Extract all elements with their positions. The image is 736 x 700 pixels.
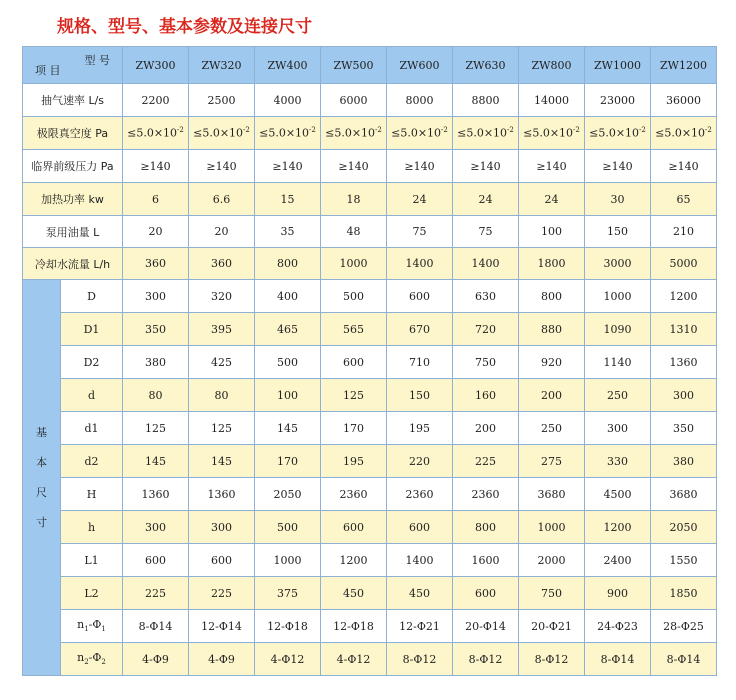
value-cell: 195 bbox=[387, 412, 453, 445]
value-cell: 920 bbox=[519, 346, 585, 379]
model-header: ZW1000 bbox=[585, 47, 651, 84]
value-cell: ≥140 bbox=[255, 150, 321, 183]
value-cell: ≥140 bbox=[321, 150, 387, 183]
param-label: 冷却水流量 L/h bbox=[23, 248, 123, 280]
value-cell: 12-Φ21 bbox=[387, 610, 453, 643]
model-header: ZW500 bbox=[321, 47, 387, 84]
value-cell: 170 bbox=[255, 445, 321, 478]
value-cell: 500 bbox=[255, 511, 321, 544]
value-cell: 24 bbox=[387, 183, 453, 216]
value-cell: 300 bbox=[123, 280, 189, 313]
dims-group-char: 寸 bbox=[36, 515, 47, 529]
header-corner bbox=[23, 47, 123, 84]
value-cell: 750 bbox=[453, 346, 519, 379]
value-cell: 125 bbox=[321, 379, 387, 412]
value-cell: 8-Φ14 bbox=[651, 643, 717, 676]
model-header: ZW630 bbox=[453, 47, 519, 84]
value-cell: 8000 bbox=[387, 84, 453, 117]
vacuum-exponent: -2 bbox=[705, 126, 712, 135]
param-row bbox=[23, 117, 717, 150]
dim-label: D1 bbox=[61, 313, 123, 346]
value-cell: 4000 bbox=[255, 84, 321, 117]
value-cell: 125 bbox=[123, 412, 189, 445]
model-header: ZW400 bbox=[255, 47, 321, 84]
value-cell: 15 bbox=[255, 183, 321, 216]
vacuum-cell bbox=[189, 117, 255, 150]
vacuum-prefix: ≤5.0×10 bbox=[127, 126, 178, 140]
value-cell: 35 bbox=[255, 216, 321, 248]
value-cell: ≥140 bbox=[453, 150, 519, 183]
bolt-n: n bbox=[77, 618, 85, 632]
model-header: ZW1200 bbox=[651, 47, 717, 84]
value-cell: 1550 bbox=[651, 544, 717, 577]
value-cell: 380 bbox=[123, 346, 189, 379]
value-cell: 350 bbox=[123, 313, 189, 346]
bolt-sep: - bbox=[88, 618, 93, 632]
value-cell: ≥140 bbox=[123, 150, 189, 183]
value-cell: 350 bbox=[651, 412, 717, 445]
vacuum-exponent: -2 bbox=[375, 126, 382, 135]
param-label: 极限真空度 Pa bbox=[23, 117, 123, 150]
value-cell: 3000 bbox=[585, 248, 651, 280]
value-cell: 4-Φ12 bbox=[321, 643, 387, 676]
value-cell: 48 bbox=[321, 216, 387, 248]
vacuum-exponent: -2 bbox=[507, 126, 514, 135]
model-header: ZW300 bbox=[123, 47, 189, 84]
vacuum-cell bbox=[585, 117, 651, 150]
dim-row bbox=[23, 313, 717, 346]
bolt-sep: - bbox=[88, 651, 93, 665]
value-cell: 465 bbox=[255, 313, 321, 346]
value-cell: 1400 bbox=[387, 248, 453, 280]
value-cell: 360 bbox=[189, 248, 255, 280]
value-cell: 670 bbox=[387, 313, 453, 346]
value-cell: 170 bbox=[321, 412, 387, 445]
param-row bbox=[23, 84, 717, 117]
value-cell: 720 bbox=[453, 313, 519, 346]
value-cell: 1000 bbox=[519, 511, 585, 544]
value-cell: 1140 bbox=[585, 346, 651, 379]
dim-row bbox=[23, 577, 717, 610]
dim-label: d1 bbox=[61, 412, 123, 445]
value-cell: 565 bbox=[321, 313, 387, 346]
value-cell: 4-Φ9 bbox=[123, 643, 189, 676]
value-cell: 145 bbox=[123, 445, 189, 478]
bolt-n-sub: 2 bbox=[84, 658, 89, 667]
vacuum-exponent: -2 bbox=[177, 126, 184, 135]
value-cell: 330 bbox=[585, 445, 651, 478]
value-cell: 500 bbox=[255, 346, 321, 379]
dim-row bbox=[23, 445, 717, 478]
dim-label: L1 bbox=[61, 544, 123, 577]
value-cell: 2360 bbox=[387, 478, 453, 511]
value-cell: 210 bbox=[651, 216, 717, 248]
value-cell: 8-Φ12 bbox=[453, 643, 519, 676]
value-cell: 450 bbox=[321, 577, 387, 610]
value-cell: 23000 bbox=[585, 84, 651, 117]
value-cell: 1200 bbox=[585, 511, 651, 544]
value-cell: ≥140 bbox=[585, 150, 651, 183]
value-cell: 145 bbox=[255, 412, 321, 445]
vacuum-prefix: ≤5.0×10 bbox=[523, 126, 574, 140]
dim-row bbox=[23, 511, 717, 544]
value-cell: 80 bbox=[189, 379, 255, 412]
dim-row bbox=[23, 412, 717, 445]
value-cell: 500 bbox=[321, 280, 387, 313]
value-cell: 600 bbox=[387, 511, 453, 544]
value-cell: 600 bbox=[321, 346, 387, 379]
value-cell: 100 bbox=[519, 216, 585, 248]
vacuum-prefix: ≤5.0×10 bbox=[655, 126, 706, 140]
value-cell: 2000 bbox=[519, 544, 585, 577]
value-cell: 395 bbox=[189, 313, 255, 346]
param-row bbox=[23, 150, 717, 183]
vacuum-exponent: -2 bbox=[639, 126, 646, 135]
dims-group-label bbox=[23, 280, 61, 676]
value-cell: 2360 bbox=[321, 478, 387, 511]
value-cell: ≥140 bbox=[651, 150, 717, 183]
vacuum-cell bbox=[651, 117, 717, 150]
value-cell: 12-Φ14 bbox=[189, 610, 255, 643]
vacuum-prefix: ≤5.0×10 bbox=[589, 126, 640, 140]
dim-label: L2 bbox=[61, 577, 123, 610]
value-cell: 1360 bbox=[123, 478, 189, 511]
dim-row bbox=[23, 544, 717, 577]
value-cell: 8-Φ12 bbox=[387, 643, 453, 676]
value-cell: 450 bbox=[387, 577, 453, 610]
value-cell: 200 bbox=[453, 412, 519, 445]
value-cell: 225 bbox=[453, 445, 519, 478]
spec-table bbox=[22, 46, 717, 676]
value-cell: 4500 bbox=[585, 478, 651, 511]
dim-label: D bbox=[61, 280, 123, 313]
value-cell: 600 bbox=[123, 544, 189, 577]
value-cell: 225 bbox=[123, 577, 189, 610]
vacuum-cell bbox=[453, 117, 519, 150]
model-header: ZW320 bbox=[189, 47, 255, 84]
param-label: 临界前级压力 Pa bbox=[23, 150, 123, 183]
value-cell: 4-Φ12 bbox=[255, 643, 321, 676]
dims-group-char: 尺 bbox=[36, 485, 47, 499]
value-cell: 8-Φ12 bbox=[519, 643, 585, 676]
value-cell: 320 bbox=[189, 280, 255, 313]
value-cell: 600 bbox=[453, 577, 519, 610]
vacuum-exponent: -2 bbox=[243, 126, 250, 135]
value-cell: ≥140 bbox=[519, 150, 585, 183]
value-cell: 800 bbox=[453, 511, 519, 544]
value-cell: 1600 bbox=[453, 544, 519, 577]
value-cell: 1800 bbox=[519, 248, 585, 280]
value-cell: 75 bbox=[453, 216, 519, 248]
value-cell: 425 bbox=[189, 346, 255, 379]
value-cell: 20-Φ21 bbox=[519, 610, 585, 643]
value-cell: 880 bbox=[519, 313, 585, 346]
vacuum-prefix: ≤5.0×10 bbox=[391, 126, 442, 140]
value-cell: 14000 bbox=[519, 84, 585, 117]
bolt-row bbox=[23, 643, 717, 676]
vacuum-cell bbox=[123, 117, 189, 150]
value-cell: 3680 bbox=[519, 478, 585, 511]
value-cell: 600 bbox=[189, 544, 255, 577]
value-cell: 710 bbox=[387, 346, 453, 379]
value-cell: 400 bbox=[255, 280, 321, 313]
dim-label: D2 bbox=[61, 346, 123, 379]
value-cell: 1400 bbox=[453, 248, 519, 280]
value-cell: 1310 bbox=[651, 313, 717, 346]
value-cell: 5000 bbox=[651, 248, 717, 280]
model-header: ZW800 bbox=[519, 47, 585, 84]
value-cell: 8-Φ14 bbox=[123, 610, 189, 643]
value-cell: 275 bbox=[519, 445, 585, 478]
vacuum-exponent: -2 bbox=[309, 126, 316, 135]
dims-group-char: 本 bbox=[36, 455, 47, 469]
bolt-n: n bbox=[77, 651, 85, 665]
param-label: 加热功率 kw bbox=[23, 183, 123, 216]
value-cell: 36000 bbox=[651, 84, 717, 117]
param-label: 泵用油量 L bbox=[23, 216, 123, 248]
dim-label: d2 bbox=[61, 445, 123, 478]
value-cell: 20-Φ14 bbox=[453, 610, 519, 643]
value-cell: 1400 bbox=[387, 544, 453, 577]
value-cell: 600 bbox=[387, 280, 453, 313]
param-row bbox=[23, 183, 717, 216]
value-cell: 8800 bbox=[453, 84, 519, 117]
dim-row bbox=[23, 280, 717, 313]
value-cell: 160 bbox=[453, 379, 519, 412]
value-cell: 300 bbox=[651, 379, 717, 412]
value-cell: 1200 bbox=[321, 544, 387, 577]
value-cell: 24 bbox=[519, 183, 585, 216]
page-title: 规格、型号、基本参数及连接尺寸 bbox=[57, 17, 312, 37]
vacuum-prefix: ≤5.0×10 bbox=[193, 126, 244, 140]
value-cell: 80 bbox=[123, 379, 189, 412]
value-cell: 18 bbox=[321, 183, 387, 216]
value-cell: 12-Φ18 bbox=[255, 610, 321, 643]
dims-group-char: 基 bbox=[36, 425, 47, 439]
value-cell: 75 bbox=[387, 216, 453, 248]
value-cell: 600 bbox=[321, 511, 387, 544]
value-cell: 1000 bbox=[255, 544, 321, 577]
vacuum-cell bbox=[255, 117, 321, 150]
header-item-label: 项 目 bbox=[35, 64, 61, 77]
value-cell: 20 bbox=[123, 216, 189, 248]
header-row bbox=[23, 47, 717, 84]
value-cell: 1000 bbox=[585, 280, 651, 313]
value-cell: 630 bbox=[453, 280, 519, 313]
header-model-label: 型 号 bbox=[84, 54, 110, 67]
bolt-label bbox=[61, 643, 123, 676]
value-cell: 300 bbox=[189, 511, 255, 544]
value-cell: 300 bbox=[585, 412, 651, 445]
value-cell: 220 bbox=[387, 445, 453, 478]
value-cell: 2050 bbox=[255, 478, 321, 511]
param-row bbox=[23, 248, 717, 280]
value-cell: 800 bbox=[519, 280, 585, 313]
value-cell: 375 bbox=[255, 577, 321, 610]
value-cell: 250 bbox=[519, 412, 585, 445]
bolt-phi-sub: 2 bbox=[101, 658, 106, 667]
value-cell: 750 bbox=[519, 577, 585, 610]
value-cell: 12-Φ18 bbox=[321, 610, 387, 643]
bolt-n-sub: 1 bbox=[84, 625, 89, 634]
value-cell: 20 bbox=[189, 216, 255, 248]
value-cell: 2360 bbox=[453, 478, 519, 511]
value-cell: 1850 bbox=[651, 577, 717, 610]
value-cell: 100 bbox=[255, 379, 321, 412]
vacuum-exponent: -2 bbox=[441, 126, 448, 135]
value-cell: 225 bbox=[189, 577, 255, 610]
value-cell: 24-Φ23 bbox=[585, 610, 651, 643]
model-header: ZW600 bbox=[387, 47, 453, 84]
value-cell: 900 bbox=[585, 577, 651, 610]
value-cell: 250 bbox=[585, 379, 651, 412]
value-cell: 6000 bbox=[321, 84, 387, 117]
dim-label: h bbox=[61, 511, 123, 544]
dim-label: H bbox=[61, 478, 123, 511]
value-cell: 30 bbox=[585, 183, 651, 216]
bolt-phi: Φ bbox=[92, 618, 102, 632]
value-cell: 4-Φ9 bbox=[189, 643, 255, 676]
value-cell: 65 bbox=[651, 183, 717, 216]
value-cell: 380 bbox=[651, 445, 717, 478]
value-cell: 24 bbox=[453, 183, 519, 216]
dim-row bbox=[23, 379, 717, 412]
value-cell: 150 bbox=[585, 216, 651, 248]
value-cell: 28-Φ25 bbox=[651, 610, 717, 643]
value-cell: 8-Φ14 bbox=[585, 643, 651, 676]
vacuum-cell bbox=[321, 117, 387, 150]
bolt-row bbox=[23, 610, 717, 643]
value-cell: 3680 bbox=[651, 478, 717, 511]
value-cell: 6.6 bbox=[189, 183, 255, 216]
bolt-phi-sub: 1 bbox=[101, 625, 106, 634]
value-cell: ≥140 bbox=[387, 150, 453, 183]
vacuum-cell bbox=[519, 117, 585, 150]
value-cell: 1000 bbox=[321, 248, 387, 280]
vacuum-prefix: ≤5.0×10 bbox=[457, 126, 508, 140]
value-cell: ≥140 bbox=[189, 150, 255, 183]
value-cell: 2200 bbox=[123, 84, 189, 117]
vacuum-cell bbox=[387, 117, 453, 150]
dim-row bbox=[23, 346, 717, 379]
value-cell: 1090 bbox=[585, 313, 651, 346]
value-cell: 195 bbox=[321, 445, 387, 478]
param-label: 抽气速率 L/s bbox=[23, 84, 123, 117]
value-cell: 1360 bbox=[189, 478, 255, 511]
value-cell: 6 bbox=[123, 183, 189, 216]
vacuum-exponent: -2 bbox=[573, 126, 580, 135]
value-cell: 300 bbox=[123, 511, 189, 544]
value-cell: 2500 bbox=[189, 84, 255, 117]
value-cell: 150 bbox=[387, 379, 453, 412]
value-cell: 200 bbox=[519, 379, 585, 412]
value-cell: 1200 bbox=[651, 280, 717, 313]
dim-row bbox=[23, 478, 717, 511]
bolt-phi: Φ bbox=[92, 651, 102, 665]
bolt-label bbox=[61, 610, 123, 643]
value-cell: 1360 bbox=[651, 346, 717, 379]
param-row bbox=[23, 216, 717, 248]
value-cell: 360 bbox=[123, 248, 189, 280]
value-cell: 2050 bbox=[651, 511, 717, 544]
vacuum-prefix: ≤5.0×10 bbox=[259, 126, 310, 140]
value-cell: 125 bbox=[189, 412, 255, 445]
value-cell: 800 bbox=[255, 248, 321, 280]
dim-label: d bbox=[61, 379, 123, 412]
value-cell: 145 bbox=[189, 445, 255, 478]
vacuum-prefix: ≤5.0×10 bbox=[325, 126, 376, 140]
value-cell: 2400 bbox=[585, 544, 651, 577]
